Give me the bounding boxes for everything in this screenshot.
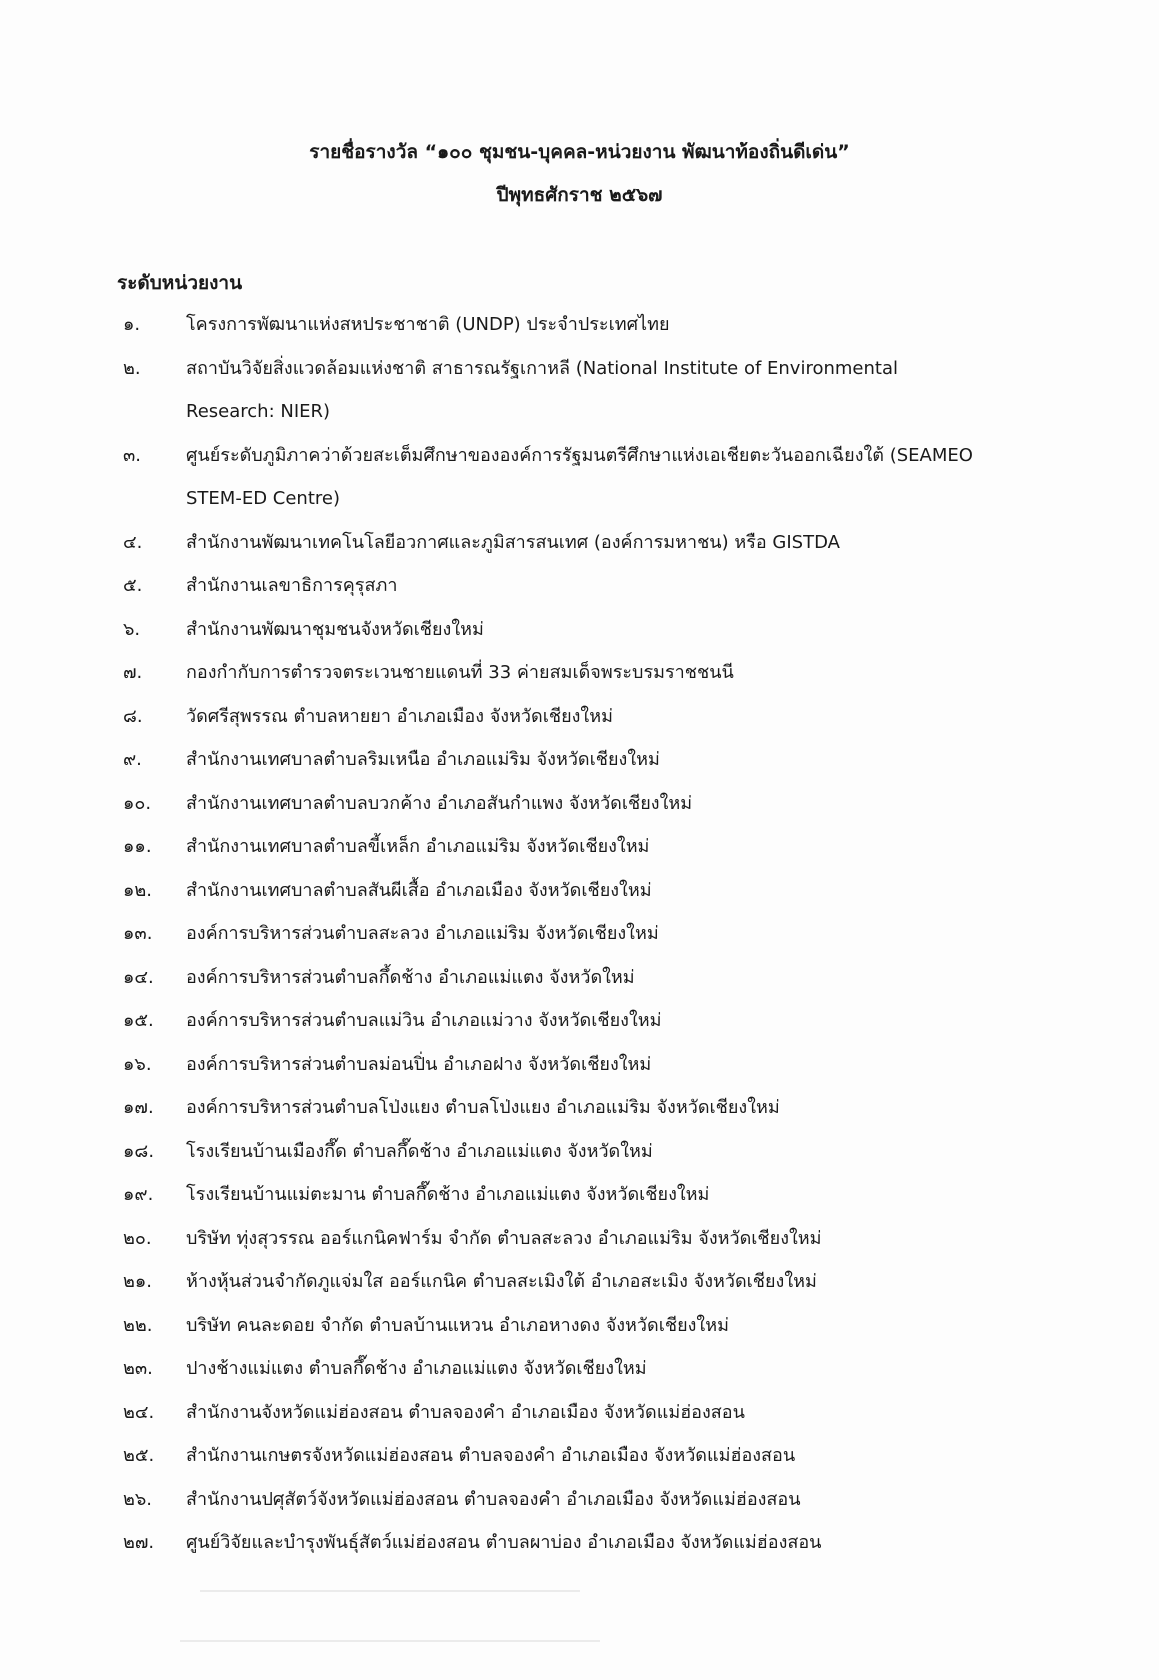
list-item-number: ๑๘. [123,1140,155,1162]
list-item-number: ๔. [123,531,143,553]
list-item-number: ๒๓. [123,1358,153,1379]
document-title: รายชื่อรางวัล “๑๐๐ ชุมชน-บุคคล-หน่วยงาน พัฒนาท้องถิ่นดีเด่น” [309,141,850,163]
list-item-text: ศูนย์วิจัยและบำรุงพันธุ์สัตว์แม่ฮ่องสอน ตำบลผาบ่อง อำเภอเมือง จังหวัดแม่ฮ่องสอน [186,1532,822,1553]
list-item-text: โรงเรียนบ้านเมืองกึ๊ด ตำบลกึ๊ดช้าง อำเภอแม่แตง จังหวัดใหม่ [186,1140,653,1162]
list-item-text: สถาบันวิจัยสิ่งแวดล้อมแห่งชาติ สาธารณรัฐเกาหลี (National Institute of Environmental Research: NIER) [186,357,898,422]
scan-artifact [180,1640,600,1642]
list-item-number: ๑๔. [123,966,154,988]
list-item-number: ๑๙. [123,1184,154,1205]
list-item-number: ๒๑. [123,1271,153,1292]
list-item-number: ๑๐. [123,792,152,814]
list-item-text: สำนักงานปศุสัตว์จังหวัดแม่ฮ่องสอน ตำบลจองคำ อำเภอเมือง จังหวัดแม่ฮ่องสอน [186,1488,801,1510]
list-item-number: ๒๕. [123,1445,155,1466]
list-item-number: ๒. [123,357,141,379]
list-item-text: สำนักงานพัฒนาชุมชนจังหวัดเชียงใหม่ [186,618,484,640]
list-item-text: สำนักงานเทศบาลตำบลบวกค้าง อำเภอสันกำแพง จังหวัดเชียงใหม่ [186,792,693,814]
list-item-text: กองกำกับการตำรวจตระเวนชายแดนที่ 33 ค่ายสมเด็จพระบรมราชชนนี [186,662,734,683]
list-item-text: สำนักงานเทศบาลตำบลขี้เหล็ก อำเภอแม่ริม จังหวัดเชียงใหม่ [186,836,650,857]
list-item-number: ๒๖. [123,1488,153,1510]
list-item-text: บริษัท ทุ่งสุวรรณ ออร์แกนิคฟาร์ม จำกัด ตำบลสะลวง อำเภอแม่ริม จังหวัดเชียงใหม่ [186,1227,822,1249]
list-item-text: สำนักงานเลขาธิการคุรุสภา [186,575,398,596]
list-item-number: ๗. [123,662,143,683]
section-heading: ระดับหน่วยงาน [117,272,243,294]
list-item-text: ศูนย์ระดับภูมิภาคว่าด้วยสะเต็มศึกษาขององค์การรัฐมนตรีศึกษาแห่งเอเชียตะวันออกเฉียงใต้ (SEAMEO STEM-ED Centre) [186,444,973,509]
list-item-number: ๒๗. [123,1532,155,1553]
list-item-text: โครงการพัฒนาแห่งสหประชาชาติ (UNDP) ประจำประเทศไทย [186,314,670,335]
list-item-text: สำนักงานเทศบาลตำบลริมเหนือ อำเภอแม่ริม จังหวัดเชียงใหม่ [186,749,660,770]
list-item-text: บริษัท คนละดอย จำกัด ตำบลบ้านแหวน อำเภอหางดง จังหวัดเชียงใหม่ [186,1314,729,1336]
list-item-number: ๑๖. [123,1053,152,1075]
list-item-text: ปางช้างแม่แตง ตำบลกึ๊ดช้าง อำเภอแม่แตง จังหวัดเชียงใหม่ [186,1358,647,1379]
list-item-number: ๑๕. [123,1010,154,1031]
list-item-number: ๑๒. [123,879,153,901]
list-item-number: ๒๒. [123,1314,153,1336]
list-item-text: สำนักงานเทศบาลตำบลสันผีเสื้อ อำเภอเมือง จังหวัดเชียงใหม่ [186,879,652,901]
list-item-text: องค์การบริหารส่วนตำบลสะลวง อำเภอแม่ริม จังหวัดเชียงใหม่ [186,923,659,944]
list-item-number: ๑. [123,314,141,335]
document-subtitle-year: ปีพุทธศักราช ๒๕๖๗ [496,184,663,206]
list-item-text: องค์การบริหารส่วนตำบลโป่งแยง ตำบลโป่งแยง อำเภอแม่ริม จังหวัดเชียงใหม่ [186,1097,780,1118]
scan-artifact [200,1590,580,1592]
list-item-number: ๑๗. [123,1097,154,1118]
list-item-text: องค์การบริหารส่วนตำบลกึ้ดช้าง อำเภอแม่แตง จังหวัดใหม่ [186,966,635,988]
list-item-text: โรงเรียนบ้านแม่ตะมาน ตำบลกึ๊ดช้าง อำเภอแม่แตง จังหวัดเชียงใหม่ [186,1184,710,1205]
list-item-number: ๕. [123,575,143,596]
list-item-number: ๓. [123,444,142,466]
list-item-text: องค์การบริหารส่วนตำบลแม่วิน อำเภอแม่วาง จังหวัดเชียงใหม่ [186,1010,662,1031]
list-item-number: ๙. [123,749,142,770]
list-item-text: สำนักงานพัฒนาเทคโนโลยีอวกาศและภูมิสารสนเทศ (องค์การมหาชน) หรือ GISTDA [186,531,840,553]
list-item-text: สำนักงานจังหวัดแม่ฮ่องสอน ตำบลจองคำ อำเภอเมือง จังหวัดแม่ฮ่องสอน [186,1401,745,1423]
list-item-number: ๑๑. [123,836,152,857]
list-item-number: ๘. [123,705,143,727]
list-item-number: ๒๐. [123,1227,152,1249]
list-item-text: วัดศรีสุพรรณ ตำบลหายยา อำเภอเมือง จังหวัดเชียงใหม่ [186,705,613,727]
list-item-number: ๑๓. [123,923,153,944]
list-item-number: ๒๔. [123,1401,155,1423]
list-item-text: ห้างหุ้นส่วนจำกัดภูแจ่มใส ออร์แกนิค ตำบลสะเมิงใต้ อำเภอสะเมิง จังหวัดเชียงใหม่ [186,1271,817,1292]
list-item-text: สำนักงานเกษตรจังหวัดแม่ฮ่องสอน ตำบลจองคำ อำเภอเมือง จังหวัดแม่ฮ่องสอน [186,1445,796,1466]
list-item-number: ๖. [123,618,141,640]
list-item-text: องค์การบริหารส่วนตำบลม่อนปิ่น อำเภอฝาง จังหวัดเชียงใหม่ [186,1053,652,1075]
